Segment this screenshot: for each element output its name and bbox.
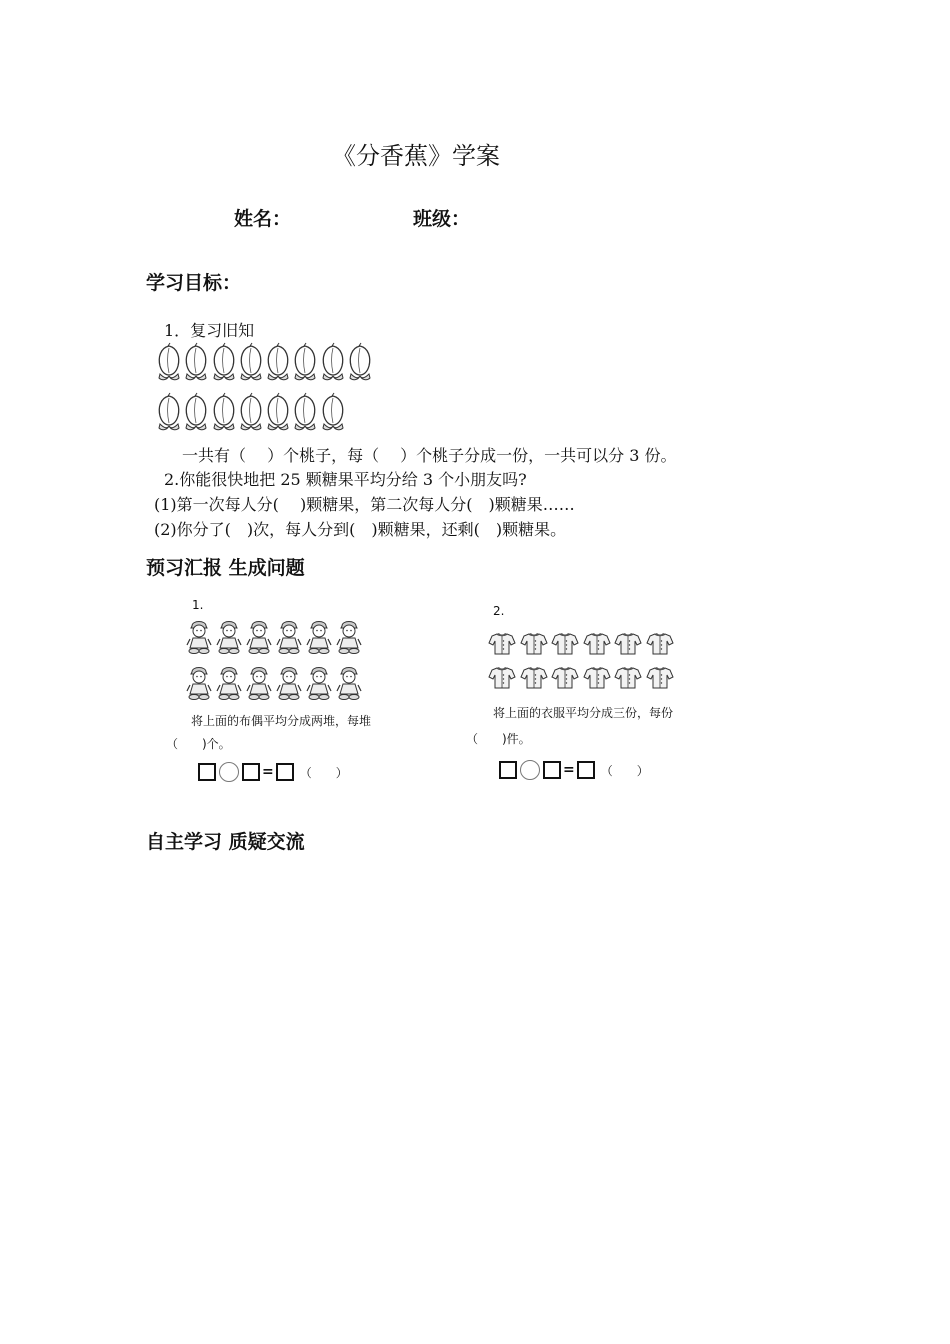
peach-icon [292, 392, 318, 432]
peach-icon [156, 392, 182, 432]
shirt-row-1 [488, 632, 677, 656]
doll-icon [336, 664, 362, 702]
peach-icon [265, 342, 291, 382]
doll-row-1 [186, 618, 366, 656]
doll-icon [276, 664, 302, 702]
peach-icon [292, 342, 318, 382]
exercise-2-equation [499, 760, 649, 780]
peach-row-2 [156, 392, 347, 432]
peach-icon [211, 342, 237, 382]
exercise-2-number: 2. [493, 604, 505, 618]
exercise-2-line-1: 将上面的衣服平均分成三份，每份 [493, 706, 674, 720]
equals-sign: = [563, 762, 575, 778]
peach-icon [238, 342, 264, 382]
peach-icon [320, 392, 346, 432]
operator-circle[interactable] [219, 762, 239, 782]
review-heading: 1．复习旧知 [164, 321, 255, 340]
shirt-icon [488, 632, 516, 656]
candy-question-part-2: (2)你分了( )次，每人分到( )颗糖果，还剩( )颗糖果。 [154, 520, 567, 539]
shirt-icon [646, 666, 674, 690]
shirt-icon [520, 632, 548, 656]
equals-sign: = [262, 764, 274, 780]
operator-circle[interactable] [520, 760, 540, 780]
shirt-icon [646, 632, 674, 656]
name-label: 姓名： [234, 208, 292, 230]
answer-unit-blank: （ ） [600, 763, 649, 778]
page-title: 《分香蕉》学案 [332, 142, 500, 170]
peach-icon [265, 392, 291, 432]
equation-box[interactable] [543, 761, 561, 779]
candy-question: 2.你能很快地把 25 颗糖果平均分给 3 个小朋友吗? [164, 470, 527, 489]
peach-icon [183, 342, 209, 382]
section-preview-heading: 预习汇报 生成问题 [146, 557, 305, 579]
peach-icon [211, 392, 237, 432]
shirt-icon [614, 632, 642, 656]
doll-icon [186, 618, 212, 656]
exercise-1-line-2: （ )个。 [166, 737, 231, 751]
peach-row-1 [156, 342, 374, 382]
doll-row-2 [186, 664, 366, 702]
shirt-icon [551, 632, 579, 656]
exercise-1-line-1: 将上面的布偶平均分成两堆，每堆 [191, 714, 372, 728]
doll-icon [216, 618, 242, 656]
peach-icon [183, 392, 209, 432]
class-label: 班级： [413, 208, 471, 230]
shirt-icon [583, 666, 611, 690]
section-goals-heading: 学习目标： [146, 272, 242, 294]
doll-icon [216, 664, 242, 702]
shirt-icon [583, 632, 611, 656]
exercise-1-equation [198, 762, 348, 782]
doll-icon [186, 664, 212, 702]
peach-icon [238, 392, 264, 432]
doll-icon [276, 618, 302, 656]
doll-icon [306, 618, 332, 656]
section-self-study-heading: 自主学习 质疑交流 [146, 831, 305, 853]
exercise-2-line-2: （ )件。 [466, 732, 531, 746]
equation-box[interactable] [499, 761, 517, 779]
shirt-icon [614, 666, 642, 690]
peach-icon [156, 342, 182, 382]
peach-icon [320, 342, 346, 382]
peach-icon [347, 342, 373, 382]
doll-icon [246, 664, 272, 702]
shirt-icon [520, 666, 548, 690]
shirt-icon [488, 666, 516, 690]
doll-icon [246, 618, 272, 656]
shirt-row-2 [488, 666, 677, 690]
equation-box[interactable] [276, 763, 294, 781]
candy-question-part-1: (1)第一次每人分( )颗糖果，第二次每人分( )颗糖果…… [154, 495, 575, 514]
doll-icon [306, 664, 332, 702]
doll-icon [336, 618, 362, 656]
shirt-icon [551, 666, 579, 690]
equation-box[interactable] [198, 763, 216, 781]
exercise-1-number: 1. [192, 598, 204, 612]
equation-box[interactable] [242, 763, 260, 781]
answer-unit-blank: （ ） [299, 765, 348, 780]
peach-question: 一共有（ ）个桃子，每（ ）个桃子分成一份，一共可以分 3 份。 [182, 446, 677, 465]
equation-box[interactable] [577, 761, 595, 779]
